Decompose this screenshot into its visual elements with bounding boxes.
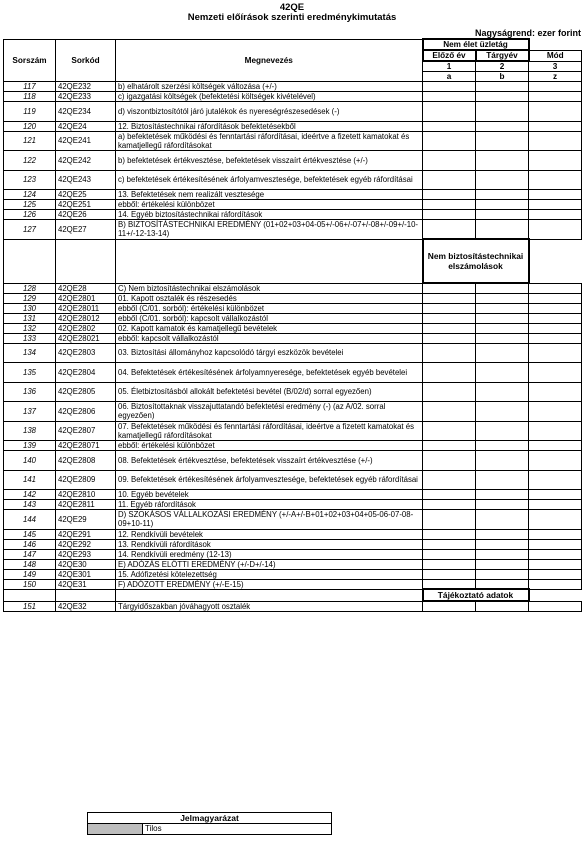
value-current-year[interactable] xyxy=(476,601,529,611)
value-previous-year[interactable] xyxy=(423,343,476,363)
table-row xyxy=(4,92,582,102)
row-number: 122 xyxy=(4,151,56,171)
row-code: 42QE234 xyxy=(56,102,116,122)
value-mode[interactable] xyxy=(529,601,582,611)
row-code: 42QE25 xyxy=(56,190,116,200)
value-mode[interactable] xyxy=(529,200,582,210)
value-mode[interactable] xyxy=(529,382,582,402)
table-row xyxy=(4,303,582,313)
row-number: 140 xyxy=(4,451,56,471)
table-row xyxy=(4,323,582,333)
unit-label: Nagyságrend: ezer forint xyxy=(474,28,581,38)
value-current-year[interactable] xyxy=(476,210,529,220)
row-code: 42QE2809 xyxy=(56,470,116,490)
value-previous-year[interactable] xyxy=(423,323,476,333)
row-name: 12. Rendkívüli bevételek xyxy=(116,529,423,539)
row-code: 42QE28071 xyxy=(56,441,116,451)
row-code: 42QE24 xyxy=(56,121,116,131)
row-name: ebből (C/01. sorból): kapcsolt vállalkozástól xyxy=(116,313,423,323)
value-previous-year[interactable] xyxy=(423,293,476,303)
table-row xyxy=(4,441,582,451)
value-current-year[interactable] xyxy=(476,190,529,200)
value-current-year[interactable] xyxy=(476,539,529,549)
row-code: 42QE28012 xyxy=(56,313,116,323)
header-group: Nem élet üzletág xyxy=(423,39,529,50)
value-mode[interactable] xyxy=(529,451,582,471)
value-mode[interactable] xyxy=(529,293,582,303)
header-col-mod: Mód xyxy=(529,50,582,61)
table-row xyxy=(4,343,582,363)
row-code: 42QE2807 xyxy=(56,421,116,441)
row-name: 13. Befektetések nem realizált vesztesége xyxy=(116,190,423,200)
table-row xyxy=(4,382,582,402)
value-previous-year[interactable] xyxy=(423,382,476,402)
value-previous-year[interactable] xyxy=(423,102,476,122)
value-mode[interactable] xyxy=(529,190,582,200)
table-row xyxy=(4,569,582,579)
row-number: 130 xyxy=(4,303,56,313)
row-name: 12. Biztosítástechnikai ráfordítások befektetésekből xyxy=(116,121,423,131)
value-previous-year[interactable] xyxy=(423,363,476,383)
header-letter-a: a xyxy=(423,72,476,82)
row-name: 11. Egyéb ráfordítások xyxy=(116,500,423,510)
row-number: 137 xyxy=(4,402,56,422)
value-previous-year[interactable] xyxy=(423,210,476,220)
value-current-year[interactable] xyxy=(476,451,529,471)
value-mode[interactable] xyxy=(529,529,582,539)
row-number: 136 xyxy=(4,382,56,402)
value-mode[interactable] xyxy=(529,210,582,220)
value-previous-year[interactable] xyxy=(423,170,476,190)
row-number: 131 xyxy=(4,313,56,323)
value-previous-year[interactable] xyxy=(423,82,476,92)
value-previous-year[interactable] xyxy=(423,421,476,441)
table-row xyxy=(4,82,582,92)
row-name: ebből (C/01. sorból): értékelési különbözet xyxy=(116,303,423,313)
value-previous-year[interactable] xyxy=(423,121,476,131)
value-previous-year[interactable] xyxy=(423,402,476,422)
row-name: 14. Rendkívüli eredmény (12-13) xyxy=(116,549,423,559)
row-code: 42QE28021 xyxy=(56,333,116,343)
section-nem-biztositastechnikai: Nem biztosítástechnikai elszámolások xyxy=(423,239,529,283)
row-number: 135 xyxy=(4,363,56,383)
header-num-3: 3 xyxy=(529,61,582,72)
value-mode[interactable] xyxy=(529,283,582,293)
value-mode[interactable] xyxy=(529,500,582,510)
row-name: E) ADÓZÁS ELŐTTI EREDMÉNY (+/-D+/-14) xyxy=(116,559,423,569)
row-code: 42QE232 xyxy=(56,82,116,92)
row-number: 145 xyxy=(4,529,56,539)
row-number: 124 xyxy=(4,190,56,200)
row-code: 42QE242 xyxy=(56,151,116,171)
value-current-year[interactable] xyxy=(476,343,529,363)
table-row xyxy=(4,490,582,500)
table-row xyxy=(4,529,582,539)
value-current-year[interactable] xyxy=(476,102,529,122)
value-previous-year[interactable] xyxy=(423,151,476,171)
legend-title: Jelmagyarázat xyxy=(88,813,332,824)
value-mode[interactable] xyxy=(529,363,582,383)
value-previous-year[interactable] xyxy=(423,601,476,611)
value-previous-year[interactable] xyxy=(423,500,476,510)
value-current-year[interactable] xyxy=(476,510,529,530)
value-current-year[interactable] xyxy=(476,579,529,589)
row-number: 128 xyxy=(4,283,56,293)
row-name: c) igazgatási költségek (befektetési költségek kivételével) xyxy=(116,92,423,102)
row-code: 42QE251 xyxy=(56,200,116,210)
table-row xyxy=(4,402,582,422)
row-code: 42QE28 xyxy=(56,283,116,293)
value-mode[interactable] xyxy=(529,470,582,490)
table-row xyxy=(4,579,582,589)
row-code: 42QE2811 xyxy=(56,500,116,510)
row-number: 123 xyxy=(4,170,56,190)
value-current-year[interactable] xyxy=(476,121,529,131)
row-code: 42QE2801 xyxy=(56,293,116,303)
row-code: 42QE2805 xyxy=(56,382,116,402)
header-num-1: 1 xyxy=(423,61,476,72)
value-mode[interactable] xyxy=(529,131,582,151)
value-previous-year[interactable] xyxy=(423,549,476,559)
row-name: 07. Befektetések működési és fenntartási ráfordításai, ideértve a fizetett kamatokat és kamatjellegű ráfordításokat xyxy=(116,421,423,441)
header-letter-z: z xyxy=(529,72,582,82)
row-code: 42QE2806 xyxy=(56,402,116,422)
header-sorkod: Sorkód xyxy=(56,39,116,82)
row-number: 120 xyxy=(4,121,56,131)
value-current-year[interactable] xyxy=(476,529,529,539)
table-row xyxy=(4,559,582,569)
value-current-year[interactable] xyxy=(476,382,529,402)
row-number: 147 xyxy=(4,549,56,559)
value-mode[interactable] xyxy=(529,170,582,190)
value-current-year[interactable] xyxy=(476,293,529,303)
table-row xyxy=(4,601,582,611)
value-previous-year[interactable] xyxy=(423,92,476,102)
row-code: 42QE2803 xyxy=(56,343,116,363)
value-current-year[interactable] xyxy=(476,283,529,293)
row-number: 150 xyxy=(4,579,56,589)
row-name: 06. Biztosítottaknak visszajuttatandó befektetési eredmény (-) (az A/02. sorral egyezően) xyxy=(116,402,423,422)
value-current-year[interactable] xyxy=(476,131,529,151)
legend-swatch-gray xyxy=(88,824,143,835)
value-current-year[interactable] xyxy=(476,402,529,422)
income-statement-table xyxy=(3,38,582,612)
value-current-year[interactable] xyxy=(476,470,529,490)
row-code: 42QE233 xyxy=(56,92,116,102)
row-code: 42QE292 xyxy=(56,539,116,549)
value-mode[interactable] xyxy=(529,313,582,323)
value-previous-year[interactable] xyxy=(423,451,476,471)
value-current-year[interactable] xyxy=(476,500,529,510)
table-row xyxy=(4,333,582,343)
row-name: 04. Befektetések értékesítésének árfolyamnyeresége, befektetések egyéb bevételei xyxy=(116,363,423,383)
legend-item-label: Tilos xyxy=(143,824,332,835)
row-code: 42QE291 xyxy=(56,529,116,539)
table-row xyxy=(4,200,582,210)
row-code: 42QE2808 xyxy=(56,451,116,471)
value-mode[interactable] xyxy=(529,402,582,422)
row-name: 15. Adófizetési kötelezettség xyxy=(116,569,423,579)
row-name: 13. Rendkívüli ráfordítások xyxy=(116,539,423,549)
value-mode[interactable] xyxy=(529,510,582,530)
row-number: 149 xyxy=(4,569,56,579)
row-name: 02. Kapott kamatok és kamatjellegű bevételek xyxy=(116,323,423,333)
value-previous-year[interactable] xyxy=(423,579,476,589)
value-mode[interactable] xyxy=(529,421,582,441)
value-mode[interactable] xyxy=(529,323,582,333)
value-previous-year[interactable] xyxy=(423,441,476,451)
row-name: C) Nem biztosítástechnikai elszámolások xyxy=(116,283,423,293)
header-letter-b: b xyxy=(476,72,529,82)
value-previous-year[interactable] xyxy=(423,190,476,200)
row-name: 08. Befektetések értékvesztése, befektetések visszaírt értékvesztése (+/-) xyxy=(116,451,423,471)
value-current-year[interactable] xyxy=(476,333,529,343)
row-number: 148 xyxy=(4,559,56,569)
value-current-year[interactable] xyxy=(476,151,529,171)
value-previous-year[interactable] xyxy=(423,303,476,313)
row-name: 09. Befektetések értékesítésének árfolyamvesztesége, befektetések egyéb ráfordításai xyxy=(116,470,423,490)
row-name: d) viszontbiztosítótól járó jutalékok és nyereségrészesedések (-) xyxy=(116,102,423,122)
row-number: 143 xyxy=(4,500,56,510)
header-sorszam: Sorszám xyxy=(4,39,56,82)
value-mode[interactable] xyxy=(529,441,582,451)
row-name: c) befektetések értékesítésének árfolyamvesztesége, befektetések egyéb ráfordításai xyxy=(116,170,423,190)
value-current-year[interactable] xyxy=(476,323,529,333)
row-name: 01. Kapott osztalék és részesedés xyxy=(116,293,423,303)
value-current-year[interactable] xyxy=(476,559,529,569)
value-current-year[interactable] xyxy=(476,170,529,190)
table-row xyxy=(4,121,582,131)
row-name: b) befektetések értékvesztése, befektetések visszaírt értékvesztése (+/-) xyxy=(116,151,423,171)
value-previous-year[interactable] xyxy=(423,470,476,490)
table-row xyxy=(4,510,582,530)
table-row xyxy=(4,539,582,549)
row-number: 134 xyxy=(4,343,56,363)
row-number: 118 xyxy=(4,92,56,102)
row-number: 151 xyxy=(4,601,56,611)
row-name: 14. Egyéb biztosítástechnikai ráfordítások xyxy=(116,210,423,220)
value-previous-year[interactable] xyxy=(423,569,476,579)
value-previous-year[interactable] xyxy=(423,131,476,151)
table-row xyxy=(4,470,582,490)
row-name: F) ADÓZOTT EREDMÉNY (+/-E-15) xyxy=(116,579,423,589)
value-current-year[interactable] xyxy=(476,313,529,323)
table-row xyxy=(4,451,582,471)
value-mode[interactable] xyxy=(529,343,582,363)
row-code: 42QE241 xyxy=(56,131,116,151)
row-name: 10. Egyéb bevételek xyxy=(116,490,423,500)
row-name: 03. Biztosítási állományhoz kapcsolódó tárgyi eszközök bevételei xyxy=(116,343,423,363)
row-number: 117 xyxy=(4,82,56,92)
row-name: ebből: kapcsolt vállalkozástól xyxy=(116,333,423,343)
value-mode[interactable] xyxy=(529,121,582,131)
table-row xyxy=(4,313,582,323)
value-previous-year[interactable] xyxy=(423,333,476,343)
row-code: 42QE28011 xyxy=(56,303,116,313)
value-mode[interactable] xyxy=(529,151,582,171)
row-code: 42QE30 xyxy=(56,559,116,569)
row-name: B) BIZTOSÍTÁSTECHNIKAI EREDMÉNY (01+02+03+04-05+/-06+/-07+/-08+/-09+/-10-11+/-12-13-14) xyxy=(116,220,423,240)
legend-table xyxy=(87,812,332,835)
row-number: 129 xyxy=(4,293,56,303)
row-name: b) elhatárolt szerzési költségek változása (+/-) xyxy=(116,82,423,92)
value-current-year[interactable] xyxy=(476,490,529,500)
value-mode[interactable] xyxy=(529,82,582,92)
value-previous-year[interactable] xyxy=(423,200,476,210)
value-current-year[interactable] xyxy=(476,303,529,313)
table-row xyxy=(4,210,582,220)
value-mode[interactable] xyxy=(529,559,582,569)
table-row xyxy=(4,283,582,293)
value-previous-year[interactable] xyxy=(423,529,476,539)
row-name: a) befektetések működési és fenntartási ráfordításai, ideértve a fizetett kamatokat és kamatjellegű ráfordításokat xyxy=(116,131,423,151)
table-row xyxy=(4,151,582,171)
row-number: 121 xyxy=(4,131,56,151)
row-code: 42QE2802 xyxy=(56,323,116,333)
row-number: 142 xyxy=(4,490,56,500)
table-row xyxy=(4,131,582,151)
header-megnevezes: Megnevezés xyxy=(116,39,423,82)
row-number: 139 xyxy=(4,441,56,451)
header-col-targyev: Tárgyév xyxy=(476,50,529,61)
section-tajekoztato-adatok: Tájékoztató adatok xyxy=(423,589,529,601)
table-row xyxy=(4,549,582,559)
table-row xyxy=(4,170,582,190)
value-current-year[interactable] xyxy=(476,200,529,210)
row-number: 132 xyxy=(4,323,56,333)
row-code: 42QE32 xyxy=(56,601,116,611)
row-number: 146 xyxy=(4,539,56,549)
row-code: 42QE29 xyxy=(56,510,116,530)
value-previous-year[interactable] xyxy=(423,539,476,549)
value-previous-year[interactable] xyxy=(423,283,476,293)
value-previous-year[interactable] xyxy=(423,490,476,500)
table-row xyxy=(4,500,582,510)
row-number: 141 xyxy=(4,470,56,490)
row-code: 42QE2804 xyxy=(56,363,116,383)
value-current-year[interactable] xyxy=(476,569,529,579)
value-mode[interactable] xyxy=(529,220,582,240)
row-number: 119 xyxy=(4,102,56,122)
value-mode[interactable] xyxy=(529,333,582,343)
row-number: 127 xyxy=(4,220,56,240)
value-current-year[interactable] xyxy=(476,421,529,441)
table-row xyxy=(4,102,582,122)
value-current-year[interactable] xyxy=(476,220,529,240)
row-name: D) SZOKÁSOS VÁLLALKOZÁSI EREDMÉNY (+/-A+/-B+01+02+03+04+05-06-07-08-09+10-11) xyxy=(116,510,423,530)
row-number: 125 xyxy=(4,200,56,210)
header-num-2: 2 xyxy=(476,61,529,72)
row-code: 42QE27 xyxy=(56,220,116,240)
value-mode[interactable] xyxy=(529,303,582,313)
row-number: 133 xyxy=(4,333,56,343)
value-mode[interactable] xyxy=(529,579,582,589)
value-current-year[interactable] xyxy=(476,363,529,383)
row-code: 42QE2810 xyxy=(56,490,116,500)
value-mode[interactable] xyxy=(529,549,582,559)
value-previous-year[interactable] xyxy=(423,220,476,240)
row-name: ebből: értékelési különbözet xyxy=(116,200,423,210)
value-previous-year[interactable] xyxy=(423,559,476,569)
page-title: Nemzeti előírások szerinti eredménykimutatás xyxy=(187,12,397,23)
value-current-year[interactable] xyxy=(476,549,529,559)
value-previous-year[interactable] xyxy=(423,510,476,530)
value-previous-year[interactable] xyxy=(423,313,476,323)
value-mode[interactable] xyxy=(529,92,582,102)
table-row xyxy=(4,190,582,200)
row-code: 42QE301 xyxy=(56,569,116,579)
row-code: 42QE31 xyxy=(56,579,116,589)
form-code: 42QE xyxy=(279,2,305,13)
row-name: ebből: értékelési különbözet xyxy=(116,441,423,451)
header-col-elozo-ev: Előző év xyxy=(423,50,476,61)
value-mode[interactable] xyxy=(529,569,582,579)
value-mode[interactable] xyxy=(529,539,582,549)
row-code: 42QE26 xyxy=(56,210,116,220)
row-name: Tárgyidőszakban jóváhagyott osztalék xyxy=(116,601,423,611)
value-mode[interactable] xyxy=(529,490,582,500)
table-row xyxy=(4,220,582,240)
value-mode[interactable] xyxy=(529,102,582,122)
table-row xyxy=(4,293,582,303)
row-number: 144 xyxy=(4,510,56,530)
value-current-year[interactable] xyxy=(476,92,529,102)
row-number: 138 xyxy=(4,421,56,441)
value-current-year[interactable] xyxy=(476,441,529,451)
row-number: 126 xyxy=(4,210,56,220)
row-name: 05. Életbiztosításból allokált befektetési bevétel (B/02/d) sorral egyezően) xyxy=(116,382,423,402)
row-code: 42QE293 xyxy=(56,549,116,559)
value-current-year[interactable] xyxy=(476,82,529,92)
table-row xyxy=(4,421,582,441)
table-row xyxy=(4,363,582,383)
row-code: 42QE243 xyxy=(56,170,116,190)
